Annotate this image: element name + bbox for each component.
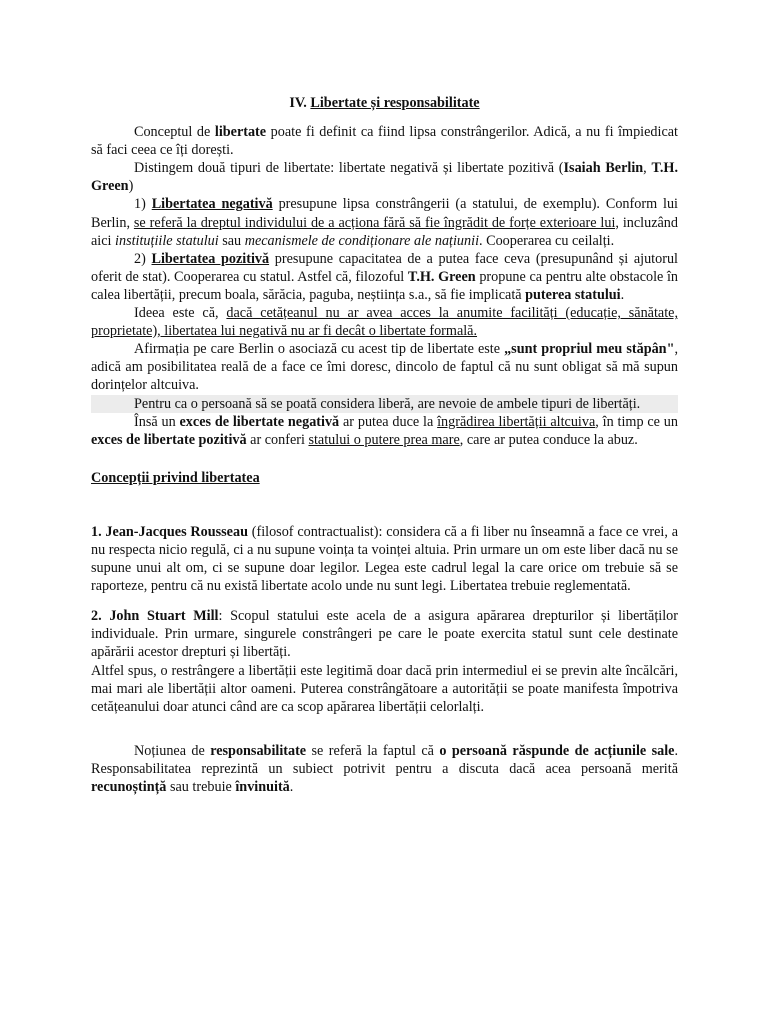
paragraph-definition: Conceptul de libertate poate fi definit ca fiind lipsa constrângerilor. Adică, a nu fi împiedicat să faci ceea ce îți dorești.: [91, 124, 678, 159]
paragraph-rousseau: 1. Jean-Jacques Rousseau (filosof contractualist): considera că a fi liber nu înseamnă a face ce vrei, a nu respecta nicio regulă, ci a nu supune voința ta voinței altuia. Prin urmare un om este liber dacă nu se supune unui alt om, ci se supune doar legilor. Legea este cadrul legal la care orice om trebuie să se raporteze, pentru că nu există libertate acolo unde nu sunt legi. Libertatea trebuie reglementată.: [91, 523, 678, 595]
paragraph-mill: 2. John Stuart Mill: Scopul statului este acela de a asigura apărarea drepturilor și libertăților individuale. Prin urmare, singurele constrângeri pe care le poate exercita statul sunt cele destinate apărării acestor drepturi și libertăți.: [91, 608, 679, 661]
paragraph-positive-liberty: 2) Libertatea pozitivă presupune capacitatea de a putea face ceva (presupunând și ajutorul oferit de stat). Cooperarea cu statul. Astfel că, filozoful T.H. Green propune ca pentru alte obstacole în calea libertății, precum boala, sărăcia, paguba, neștiința s.a., să fie implicată puterea statului.: [91, 250, 679, 303]
paragraph-negative-liberty: 1) Libertatea negativă presupune lipsa constrângerii (a statului, de exemplu). Conform lui Berlin, se referă la dreptul individului de a acționa fără să fie îngrădit de forțe exterioare lui, incluzând aici instituțiile statului sau mecanismele de condiționare ale națiunii. Cooperarea cu ceilalți.: [91, 196, 678, 249]
paragraph-excess: Însă un exces de libertate negativă ar putea duce la îngrădirea libertății altcuiva, în timp ce un exces de libertate pozitivă ar conferi statului o putere prea mare, care ar putea conduce la abuz.: [91, 413, 678, 448]
section-heading: Concepții privind libertatea: [91, 469, 260, 486]
page-title: IV. Libertate și responsabilitate: [289, 95, 480, 111]
paragraph-responsibility: Noțiunea de responsabilitate se referă la faptul că o persoană răspunde de acțiunile sale. Responsabilitatea reprezintă un subiect potrivit pentru a discuta dacă acea persoană merită recunoștință sau trebuie învinuită.: [91, 742, 678, 795]
paragraph-types: Distingem două tipuri de libertate: libertate negativă și libertate pozitivă (Isaiah Berlin, T.H. Green): [91, 160, 679, 195]
paragraph-mill-continued: Altfel spus, o restrângere a libertății este legitimă doar dacă prin intermediul ei se previn alte încălcări, mai mari ale libertății altor oameni. Puterea constrângătoare a autorității se poate manifesta împotriva cetățeanului doar atunci când are ca scop apărarea libertății celorlalți.: [91, 662, 678, 715]
paragraph-both-types: Pentru ca o persoană să se poată considera liberă, are nevoie de ambele tipuri de libertăți.: [91, 395, 678, 413]
paragraph-idea: Ideea este că, dacă cetățeanul nu ar avea acces la anumite facilități (educație, sănătate, proprietate), libertatea lui negativă nu ar fi decât o libertate formală.: [91, 305, 678, 340]
paragraph-berlin-statement: Afirmația pe care Berlin o asociază cu acest tip de libertate este „sunt propriul meu stăpân", adică am posibilitatea reală de a face ce îmi doresc, dincolo de faptul că nu sunt obligat să mă supun dorințelor altcuiva.: [91, 341, 678, 394]
